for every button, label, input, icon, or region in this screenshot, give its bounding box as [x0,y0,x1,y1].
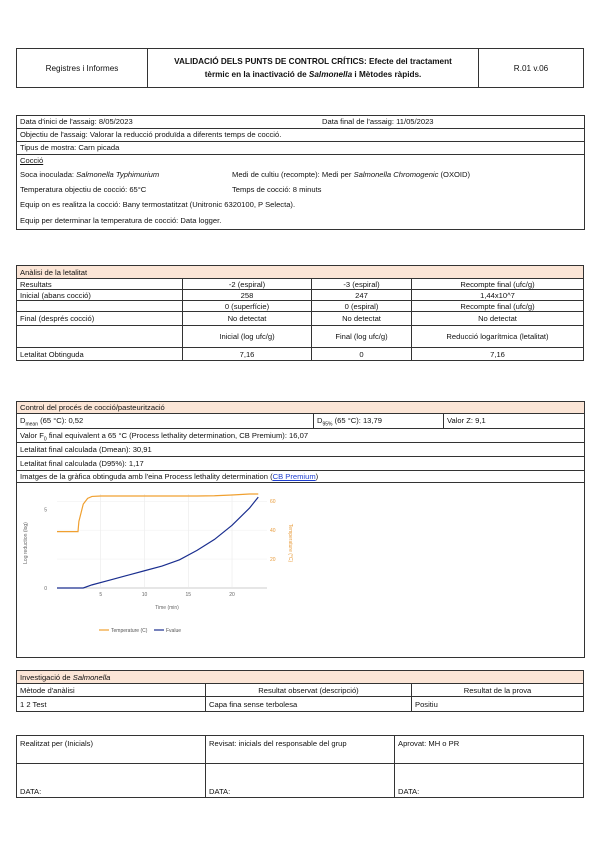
cooking-time: Temps de cocció: 8 minuts [232,185,322,194]
result-value: Positiu [412,697,584,712]
chart-ticks [44,499,276,598]
general-info-box [16,115,585,230]
document-code-text: R.01 v.06 [513,63,549,73]
x-axis-label: Time (min) [155,605,179,611]
final-spiral-0: No detectat [312,312,412,326]
x-tick-label: 15 [185,592,192,598]
col-log-reduction: Reducció logarítmica (letalitat) [412,326,584,348]
title-line-2-pre: tèrmic en la inactivació de [204,70,309,79]
lethality-log-reduction: 7,16 [412,348,584,361]
col-spiral-0: 0 (espiral) [312,301,412,312]
lethality-initial-log: 7,16 [183,348,312,361]
header-registry-label: Registres i Informes [45,63,119,73]
target-temperature: Temperatura objectiu de cocció: 65°C [20,185,147,194]
initial-spiral-3: 247 [312,290,412,301]
dmean-value [17,416,84,428]
date-cell-1: DATA: [17,764,206,798]
observed-value: Capa fina sense terbolesa [206,697,412,712]
chart-legend [99,628,181,634]
date-cell-2: DATA: [206,764,395,798]
temperature-series-line [57,494,258,532]
objective-row: Objectiu de l'assaig: Valorar la reducció produïda a diferents temps de cocció. [17,129,584,142]
medium-label: Medi de cultiu (recompte): Medi per [232,170,354,179]
y-right-tick-label: 40 [270,528,276,535]
dmean-sub: mean [25,421,38,428]
col-final-count-2: Recompte final (ufc/g) [412,301,584,312]
header-left-cell [17,49,148,88]
document-title [148,49,479,88]
y-right-tick-label: 60 [270,499,276,506]
lethality-table [16,265,584,361]
col-observed: Resultat observat (descripció) [206,684,412,697]
strain-row [17,167,584,182]
x-tick-label: 10 [141,592,148,598]
empty-cell [17,301,183,312]
temp-equipment-row: Equip per determinar la temperatura de cocció: Data logger. [20,216,222,225]
document-header [16,48,584,88]
f0-label: Valor F [20,431,44,440]
end-date-value: 11/05/2023 [396,117,434,126]
approved-cell: Aprovat: MH o PR [395,736,584,764]
col-spiral-3: -3 (espiral) [312,279,412,290]
y-right-axis-label: Temperature (°C) [287,523,293,563]
dates-row [17,116,584,129]
d-values-row [17,414,584,429]
sample-type-row: Tipus de mostra: Carn picada [17,142,584,155]
medium-brand: (OXOID) [438,170,471,179]
cb-premium-link[interactable]: CB Premium [272,472,316,481]
end-date [322,116,434,128]
f0-row [17,429,584,443]
process-title: Control del procés de cocció/pasteurització [17,402,584,414]
lethality-title: Anàlisi de la letalitat [17,266,584,279]
investigation-title-pre: Investigació de [20,672,73,682]
dmean-rest: (65 °C): 0,52 [38,416,84,425]
legend-temp-label: Temperature (C) [111,628,148,634]
strain-value: Salmonella Typhimurium [76,170,160,179]
initial-final-count: 1,44x10^7 [412,290,584,301]
medium-name: Salmonella Chromogenic [353,170,439,179]
d95-value [313,414,443,428]
col-final-count: Recompte final (ufc/g) [412,279,584,290]
y-left-tick-label: 0 [44,586,47,592]
title-line-2-post: i Mètodes ràpids. [352,70,422,79]
done-by-cell: Realitzat per (Inicials) [17,736,206,764]
images-close: ) [315,472,319,481]
start-date-value: 8/05/2023 [98,117,133,126]
col-final-log: Final (log ufc/g) [312,326,412,348]
chart-gridlines [57,494,267,588]
col-surface: 0 (superfície) [183,301,312,312]
col-spiral-2: -2 (espiral) [183,279,312,290]
d95-rest: (65 °C): 13,79 [332,416,382,425]
start-date-label: Data d'inici de l'assaig: [20,117,97,126]
dmean-label: D [20,416,26,425]
f0-rest: final equivalent a 65 °C (Process lethality determination, CB Premium): 16,07 [46,431,309,440]
signature-table [16,735,584,798]
title-line-2-italic: Salmonella [308,70,353,79]
reviewed-cell: Revisat: inicials del responsable del grup [206,736,395,764]
col-result: Resultat de la prova [412,684,584,697]
y-left-axis-label: Log reduction (log) [23,522,29,564]
lethality-dmean-row: Letalitat final calculada (Dmean): 30,91 [17,443,584,457]
investigation-title-italic: Salmonella [72,672,111,682]
date-cell-3: DATA: [395,764,584,798]
document-code [479,49,584,88]
end-date-label: Data final de l'assaig: [322,117,394,126]
strain-label: Soca inoculada: [20,170,77,179]
investigation-title [17,671,584,684]
col-results: Resultats [17,279,183,290]
col-method: Mètode d'anàlisi [17,684,206,697]
lethality-d95-row: Letalitat final calculada (D95%): 1,17 [17,457,584,471]
d95-label: D [317,416,323,425]
legend-fvalue-label: Fvalue [166,628,182,634]
process-control-box [16,401,585,658]
images-row [17,471,584,483]
final-surface: No detectat [183,312,312,326]
x-tick-label: 5 [99,592,103,598]
images-text: Imatges de la gràfica obtinguda amb l'eina Process lethality determination ( [20,472,273,481]
medium-info [232,167,470,182]
method-value: 1 2 Test [17,697,206,712]
title-line-1: VALIDACIÓ DELS PUNTS DE CONTROL CRÍTICS: Efecte del tractament [174,57,452,66]
row-initial-label: Inicial (abans cocció) [17,290,183,301]
empty-cell-2 [17,326,183,348]
initial-spiral-2: 258 [183,290,312,301]
col-initial-log: Inicial (log ufc/g) [183,326,312,348]
y-right-tick-label: 20 [270,557,276,564]
investigation-table [16,670,584,712]
d95-sub: 95% [322,421,333,428]
z-value: Valor Z: 9,1 [443,414,486,428]
equipment-row: Equip on es realitza la cocció: Bany termostatitzat (Unitronic 6320100, P Selecta). [20,200,296,209]
row-lethality-label: Letalitat Obtinguda [17,348,183,361]
final-final-count: No detectat [412,312,584,326]
lethality-chart [17,488,317,653]
row-final-label: Final (després cocció) [17,312,183,326]
y-left-tick-label: 5 [44,507,47,514]
f0-sub: 0 [43,436,47,443]
fvalue-series-line [57,497,258,588]
cooking-section-title: Cocció [20,156,44,165]
temp-time-row [17,182,584,197]
x-tick-label: 20 [229,592,235,598]
lethality-final-log: 0 [312,348,412,361]
